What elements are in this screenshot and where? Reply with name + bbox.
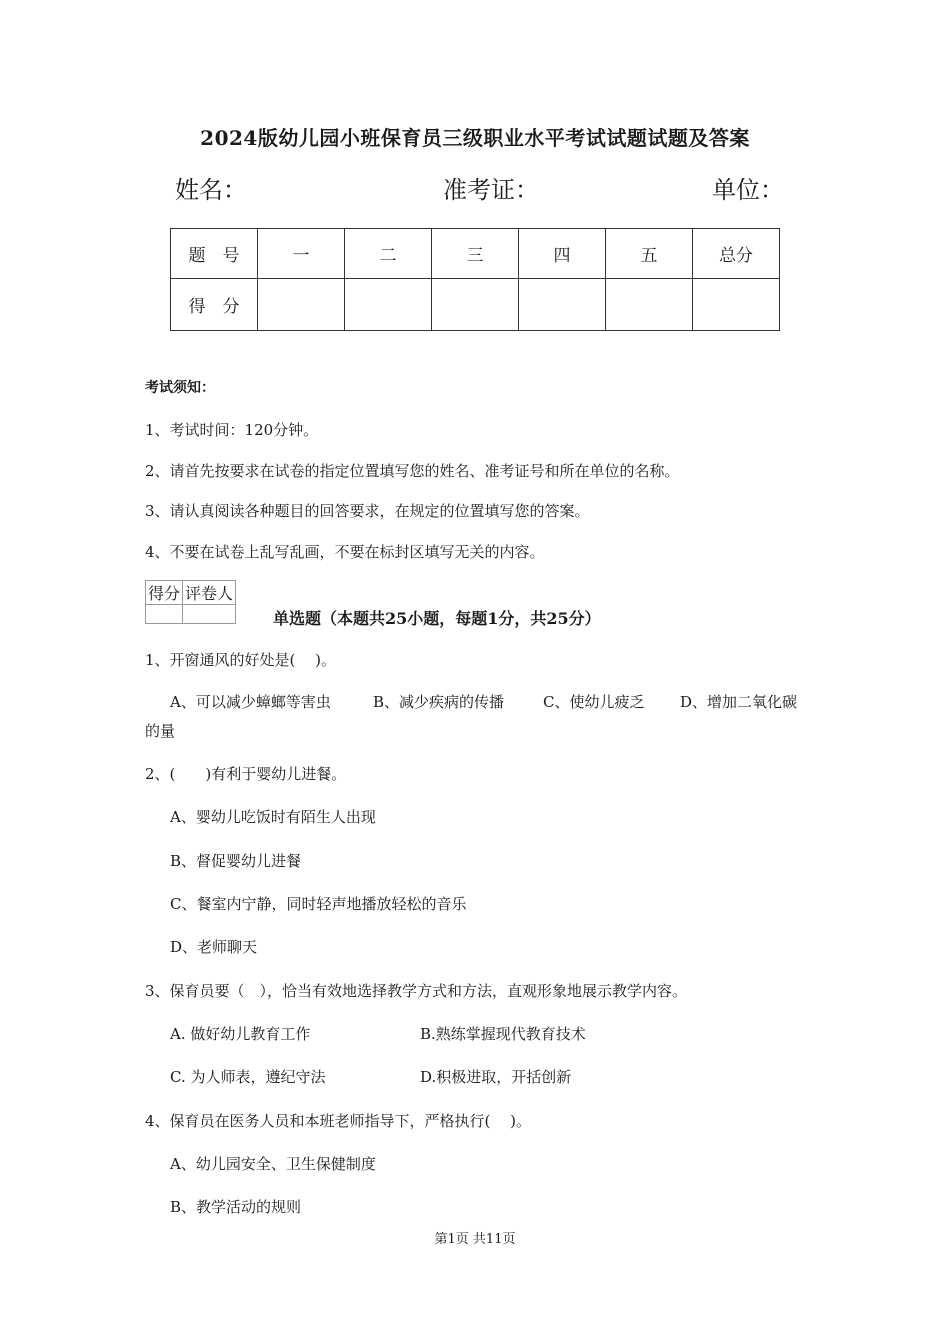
question-option-continuation: 的量 <box>145 722 176 740</box>
score-table-header-cell: 三 <box>432 229 519 279</box>
question-option: A、幼儿园安全、卫生保健制度 <box>170 1155 376 1173</box>
score-table-header-cell: 二 <box>345 229 432 279</box>
question-option: C. 为人师表，遵纪守法 <box>170 1068 326 1086</box>
score-table-header-cell: 总分 <box>693 229 780 279</box>
notice-item: 2、请首先按要求在试卷的指定位置填写您的姓名、准考证号和所在单位的名称。 <box>145 462 680 480</box>
question-stem: 3、保育员要（ ），恰当有效地选择教学方式和方法，直观形象地展示教学内容。 <box>145 982 688 1000</box>
question-option: A、可以减少蟑螂等害虫 <box>170 693 331 711</box>
grader-box-grader-label: 评卷人 <box>183 581 236 605</box>
score-table-header-cell: 题 号 <box>171 229 258 279</box>
page-title: 2024版幼儿园小班保育员三级职业水平考试试题试题及答案 <box>200 126 750 150</box>
question-option: B、教学活动的规则 <box>170 1198 302 1216</box>
question-option: A、婴幼儿吃饭时有陌生人出现 <box>170 808 376 826</box>
score-table-header-row <box>171 229 780 279</box>
score-table-header-cell: 一 <box>258 229 345 279</box>
question-stem: 2、( )有利于婴幼儿进餐。 <box>145 765 347 783</box>
notice-heading: 考试须知： <box>145 380 215 396</box>
score-cell[interactable] <box>606 279 693 331</box>
score-cell[interactable] <box>345 279 432 331</box>
notice-item: 1、考试时间：120分钟。 <box>145 421 319 439</box>
question-option: B.熟练掌握现代教育技术 <box>420 1025 586 1043</box>
notice-item: 4、不要在试卷上乱写乱画，不要在标封区填写无关的内容。 <box>145 543 545 561</box>
name-field-label: 姓名： <box>175 176 247 204</box>
unit-field-label: 单位： <box>712 176 784 204</box>
score-cell[interactable] <box>693 279 780 331</box>
grader-box-grader-cell[interactable] <box>183 605 236 624</box>
grader-box <box>145 580 236 624</box>
question-option: C、使幼儿疲乏 <box>543 693 645 711</box>
question-option: A. 做好幼儿教育工作 <box>170 1025 311 1043</box>
exam-id-field-label: 准考证： <box>443 176 539 204</box>
score-table-header-cell: 四 <box>519 229 606 279</box>
question-option: B、减少疾病的传播 <box>373 693 505 711</box>
question-stem: 1、开窗通风的好处是( )。 <box>145 651 337 669</box>
score-table <box>170 228 780 331</box>
score-table-header-cell: 五 <box>606 229 693 279</box>
score-cell[interactable] <box>432 279 519 331</box>
grader-box-score-cell[interactable] <box>146 605 183 624</box>
notice-item: 3、请认真阅读各种题目的回答要求，在规定的位置填写您的答案。 <box>145 502 590 520</box>
score-table-score-row <box>171 279 780 331</box>
score-table-row-label: 得 分 <box>171 279 258 331</box>
question-option: B、督促婴幼儿进餐 <box>170 852 302 870</box>
question-option: D、增加二氧化碳 <box>680 693 798 711</box>
question-option: D.积极进取，开括创新 <box>420 1068 572 1086</box>
score-cell[interactable] <box>519 279 606 331</box>
question-stem: 4、保育员在医务人员和本班老师指导下，严格执行( )。 <box>145 1112 532 1130</box>
grader-box-score-label: 得分 <box>146 581 183 605</box>
section-title: 单选题（本题共25小题，每题1分，共25分） <box>273 609 601 628</box>
question-option: D、老师聊天 <box>170 938 258 956</box>
question-option: C、餐室内宁静，同时轻声地播放轻松的音乐 <box>170 895 467 913</box>
score-cell[interactable] <box>258 279 345 331</box>
page-footer: 第1页 共11页 <box>434 1232 516 1247</box>
